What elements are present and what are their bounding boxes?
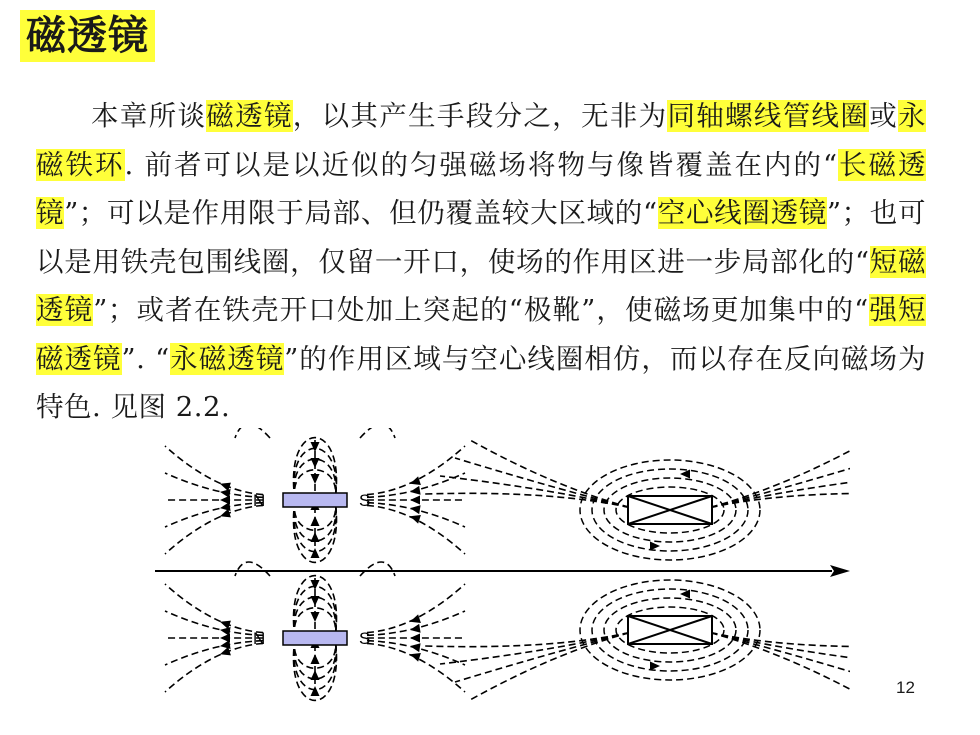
field-line [360,562,395,576]
body-text-segment: 或 [869,100,899,132]
field-arrow [680,590,690,599]
field-arrow [220,640,231,649]
north-pole-label: N [253,629,266,648]
field-arrow [650,662,660,671]
field-arrow [311,686,320,696]
body-text-segment: ”. “ [121,342,170,375]
field-line [700,458,850,510]
field-line [367,643,465,692]
body-text-segment: ”的作用区域与空心线圈相仿，而以存在反向磁场为特色. 见图 2.2. [36,342,927,423]
field-line [367,503,465,527]
field-line [470,440,640,510]
field-line [165,505,263,554]
upper-coil [425,440,850,560]
highlighted-term: 强短磁透镜 [36,294,927,375]
page-number: 12 [896,678,915,697]
field-line [367,446,465,495]
field-arrow [311,580,320,590]
field-arrow [410,486,421,495]
highlighted-term: 长磁透镜 [36,148,927,229]
magnet-bar [283,493,347,507]
highlighted-term: 短磁透镜 [36,245,926,326]
field-arrow [311,516,320,526]
field-arrow [311,474,320,484]
field-line [165,446,263,495]
field-line [367,584,465,633]
highlighted-term: 永磁铁环 [36,100,927,181]
body-text-segment: ”；可以是作用限于局部、但仍覆盖较大区域的“ [64,197,658,229]
field-line [455,458,640,510]
body-paragraph [36,92,926,432]
highlighted-term: 磁透镜 [206,100,293,132]
body-text-segment: ”；也可以是用铁壳包围线圈，仅留一开口，使场的作用区进一步局部化的“ [36,197,927,278]
field-line [165,473,263,497]
field-arrow [311,596,320,606]
field-line [367,505,465,554]
field-line [360,428,395,438]
north-pole-label: N [253,491,266,510]
field-arrow [410,643,421,652]
body-text-segment: ，以其产生手段分之，无非为 [292,100,668,132]
body-text-segment: . 前者可以是以近似的匀强磁场将物与像皆覆盖在内的“ [124,148,838,181]
field-arrow [410,476,421,485]
magnet-bar [283,631,347,645]
figure-2-2 [150,428,850,718]
south-pole-label: S [359,629,371,648]
field-arrow [650,542,660,551]
highlighted-term: 永磁透镜 [169,342,285,375]
field-line [700,630,850,682]
slide-title: 磁透镜 [20,10,155,62]
field-arrow [311,458,320,468]
field-arrow [410,515,421,524]
upper-magnet [165,428,465,562]
field-line [700,493,850,510]
field-line [235,562,270,576]
field-arrow [410,614,421,623]
field-arrow [410,505,421,514]
field-arrow [311,670,320,680]
field-line [165,643,263,692]
south-pole-label: S [359,491,371,510]
lower-magnet [165,562,465,700]
field-arrow [311,442,320,452]
field-line [700,630,850,647]
field-arrow [311,654,320,664]
field-arrow [311,532,320,542]
field-line [165,503,263,527]
field-arrow [220,502,231,511]
field-line [165,641,263,665]
field-arrow [311,612,320,622]
body-text-segment: 本章所谈 [91,100,207,132]
field-line [455,630,640,682]
field-arrow [680,470,690,479]
field-line [367,641,465,665]
field-arrow [410,624,421,633]
field-arrow [311,548,320,558]
permanent-magnet-field-diagram [165,428,465,700]
highlighted-term: 同轴螺线管线圈 [667,100,870,132]
field-arrow [410,653,421,662]
field-line [470,630,640,700]
field-line [235,428,270,438]
field-line [165,584,263,633]
field-line [165,611,263,635]
body-text-segment: ”；或者在铁壳开口处加上突起的“极靴”，使磁场更加集中的“ [93,294,869,326]
lower-coil [425,580,850,700]
axis-arrowhead [830,565,850,577]
field-arrow [410,634,420,643]
field-arrow [410,496,420,505]
field-line [367,611,465,635]
highlighted-term: 空心线圈透镜 [657,197,828,229]
